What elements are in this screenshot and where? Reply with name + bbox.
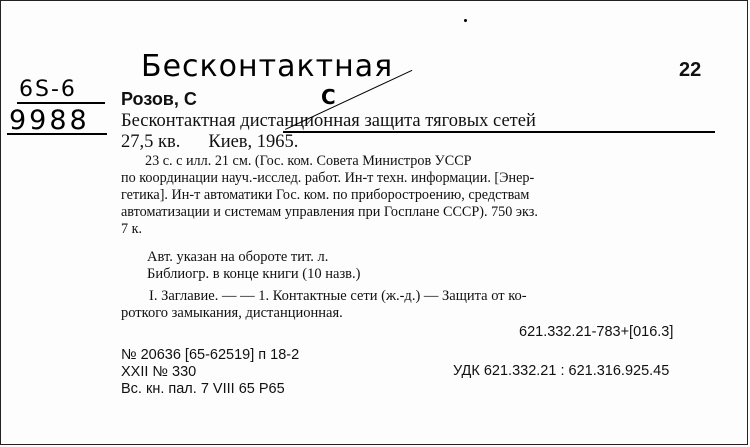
notes — [147, 249, 360, 283]
card-number: 22 — [679, 59, 702, 81]
registration-line: XXII № 330 — [121, 364, 197, 380]
publication-info — [121, 132, 298, 153]
classification-code: 621.332.21-783+[016.3] — [519, 324, 674, 340]
description-line: по координации науч.-исслед. работ. Ин-т техн. информации. [Энер- — [121, 170, 535, 186]
author-heading: Розов, С — [121, 89, 197, 109]
title-underline — [283, 131, 715, 133]
inventory-number: 9988 — [9, 105, 90, 136]
registration-line: № 20636 [65-62519] п 18-2 — [121, 347, 300, 363]
place-year: Киев, 1965. — [208, 132, 299, 152]
description-line: 23 с. с илл. 21 см. (Гос. ком. Совета Министров УССР — [145, 153, 472, 169]
tracings — [121, 288, 711, 322]
inventory-underline — [7, 133, 107, 135]
udc-code: УДК 621.332.21 : 621.316.925.45 — [453, 363, 670, 379]
note: Авт. указан на обороте тит. л. — [147, 249, 329, 265]
handwritten-title: Бесконтактная — [141, 49, 394, 84]
ink-dot — [464, 19, 467, 22]
description-line: автоматизации и системам управления при Госплане СССР). 750 экз. — [121, 204, 538, 220]
price: 27,5 кв. — [121, 132, 181, 152]
tracing-line: роткого замыкания, дистанционная. — [121, 305, 343, 321]
registration-block — [121, 347, 299, 398]
shelf-mark: 6S-6 — [19, 77, 77, 102]
physical-description — [121, 153, 711, 238]
shelf-mark-underline — [17, 102, 105, 104]
description-line: 7 к. — [121, 221, 143, 237]
description-line: гетика]. Ин-т автоматики Гос. ком. по приборостроению, средствам — [121, 187, 530, 203]
tracing-line: I. Заглавие. — — 1. Контактные сети (ж.-д.) — Защита от ко- — [149, 288, 527, 304]
registration-line: Вс. кн. пал. 7 VIII 65 Р65 — [121, 381, 285, 397]
handwritten-letter: С — [321, 85, 337, 109]
note: Библиогр. в конце книги (10 назв.) — [147, 266, 361, 282]
book-title: Бесконтактная дистанционная защита тяговых сетей — [121, 111, 536, 131]
